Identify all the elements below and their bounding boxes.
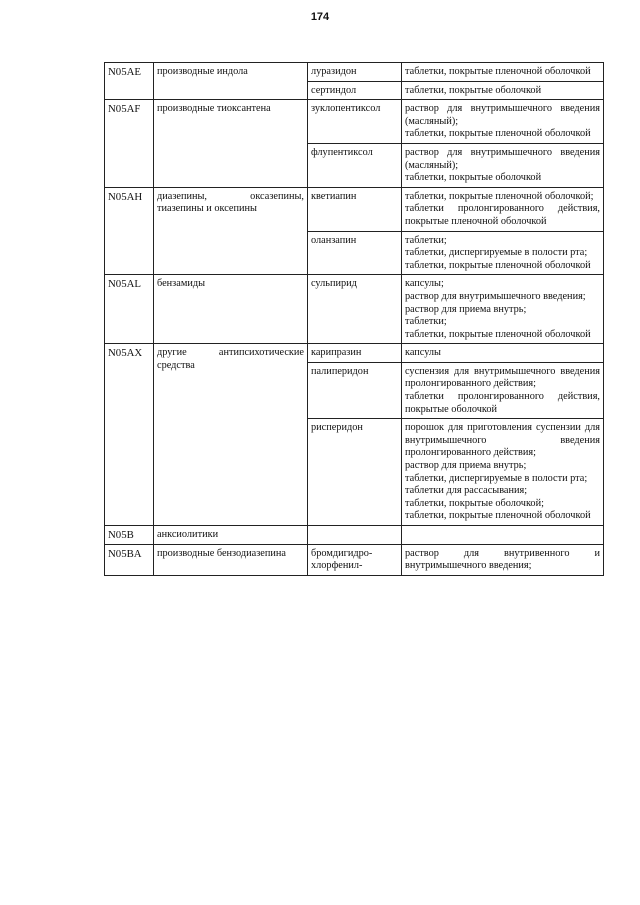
dosage-form-cell (402, 275, 604, 344)
drug-name-cell: бромдигидро-хлорфенил- (308, 544, 402, 575)
drug-name-cell: оланзапин (308, 231, 402, 275)
dosage-form-line: таблетки пролонгированного действия, покрытые пленочной оболочкой (405, 203, 600, 227)
dosage-form-cell (402, 419, 604, 526)
dosage-form-line: таблетки, покрытые оболочкой; (405, 497, 544, 509)
group-cell: бензамиды (154, 275, 308, 344)
table-row (105, 100, 604, 144)
atc-code-cell: N05B (105, 526, 154, 545)
table-row (105, 344, 604, 363)
drug-name-cell: флупентиксол (308, 143, 402, 187)
group-cell: анксиолитики (154, 526, 308, 545)
table-body (105, 63, 604, 576)
dosage-form-line: таблетки, покрытые пленочной оболочкой (405, 259, 591, 271)
dosage-form-line: таблетки, покрытые пленочной оболочкой (405, 128, 591, 140)
dosage-form-line: таблетки, покрытые пленочной оболочкой; (405, 190, 594, 202)
atc-code-cell: N05BA (105, 544, 154, 575)
page-number: 174 (310, 11, 330, 23)
table-row (105, 187, 604, 231)
dosage-form-cell (402, 526, 604, 545)
drug-name-cell: карипразин (308, 344, 402, 363)
dosage-form-cell (402, 63, 604, 82)
drug-table (104, 62, 604, 576)
drug-name-cell (308, 526, 402, 545)
dosage-form-cell (402, 231, 604, 275)
atc-code-cell: N05AH (105, 187, 154, 275)
drug-name-cell: кветиапин (308, 187, 402, 231)
dosage-form-line: таблетки; (405, 234, 447, 246)
dosage-form-line: раствор для приема внутрь; (405, 460, 527, 472)
drug-name-cell: луразидон (308, 63, 402, 82)
group-cell: производные индола (154, 63, 308, 100)
drug-name-cell: палиперидон (308, 362, 402, 418)
group-cell: производные тиоксантена (154, 100, 308, 188)
dosage-form-line: таблетки, покрытые оболочкой (405, 84, 542, 96)
drug-name-cell: сертиндол (308, 81, 402, 100)
dosage-form-cell (402, 100, 604, 144)
dosage-form-line: таблетки, покрытые пленочной оболочкой (405, 328, 591, 340)
dosage-form-cell (402, 81, 604, 100)
dosage-form-line: раствор для внутривенного и внутримышечного введения; (405, 547, 600, 572)
group-cell: другие антипсихотические средства (154, 344, 308, 526)
drug-name-cell: рисперидон (308, 419, 402, 526)
dosage-form-line: капсулы (405, 347, 441, 359)
dosage-form-line: таблетки для рассасывания; (405, 485, 528, 497)
dosage-form-line: раствор для внутримышечного введения; (405, 290, 586, 302)
table-row (105, 63, 604, 82)
dosage-form-line: порошок для приготовления суспензии для внутримышечного введения пролонгированного действия; (405, 422, 600, 459)
dosage-form-line: раствор для приема внутрь; (405, 303, 527, 315)
drug-name-cell: сульпирид (308, 275, 402, 344)
dosage-form-cell (402, 187, 604, 231)
dosage-form-line: таблетки, покрытые пленочной оболочкой (405, 66, 591, 77)
dosage-form-cell (402, 544, 604, 575)
table-row (105, 526, 604, 545)
group-cell: диазепины, оксазепины, тиазепины и оксепины (154, 187, 308, 275)
dosage-form-line: таблетки; (405, 316, 447, 328)
dosage-form-line: таблетки, покрытые пленочной оболочкой (405, 510, 591, 522)
atc-code-cell: N05AF (105, 100, 154, 188)
table-row (105, 275, 604, 344)
atc-code-cell: N05AE (105, 63, 154, 100)
group-cell: производные бензодиазепина (154, 544, 308, 575)
dosage-form-cell (402, 344, 604, 363)
dosage-form-line: капсулы; (405, 278, 444, 290)
dosage-form-line (405, 529, 600, 542)
dosage-form-line: таблетки пролонгированного действия, покрытые оболочкой (405, 391, 600, 415)
dosage-form-line: раствор для внутримышечного введения (масляный); (405, 103, 600, 127)
dosage-form-line: раствор для внутримышечного введения (масляный); (405, 146, 600, 171)
dosage-form-cell (402, 362, 604, 418)
dosage-form-line: таблетки, диспергируемые в полости рта; (405, 247, 588, 259)
dosage-form-line: таблетки, диспергируемые в полости рта; (405, 472, 588, 484)
table-row (105, 544, 604, 575)
dosage-form-line: суспензия для внутримышечного введения пролонгированного действия; (405, 365, 600, 390)
dosage-form-line: таблетки, покрытые оболочкой (405, 172, 542, 184)
atc-code-cell: N05AL (105, 275, 154, 344)
atc-code-cell: N05AX (105, 344, 154, 526)
dosage-form-cell (402, 143, 604, 187)
drug-name-cell: зуклопентиксол (308, 100, 402, 144)
